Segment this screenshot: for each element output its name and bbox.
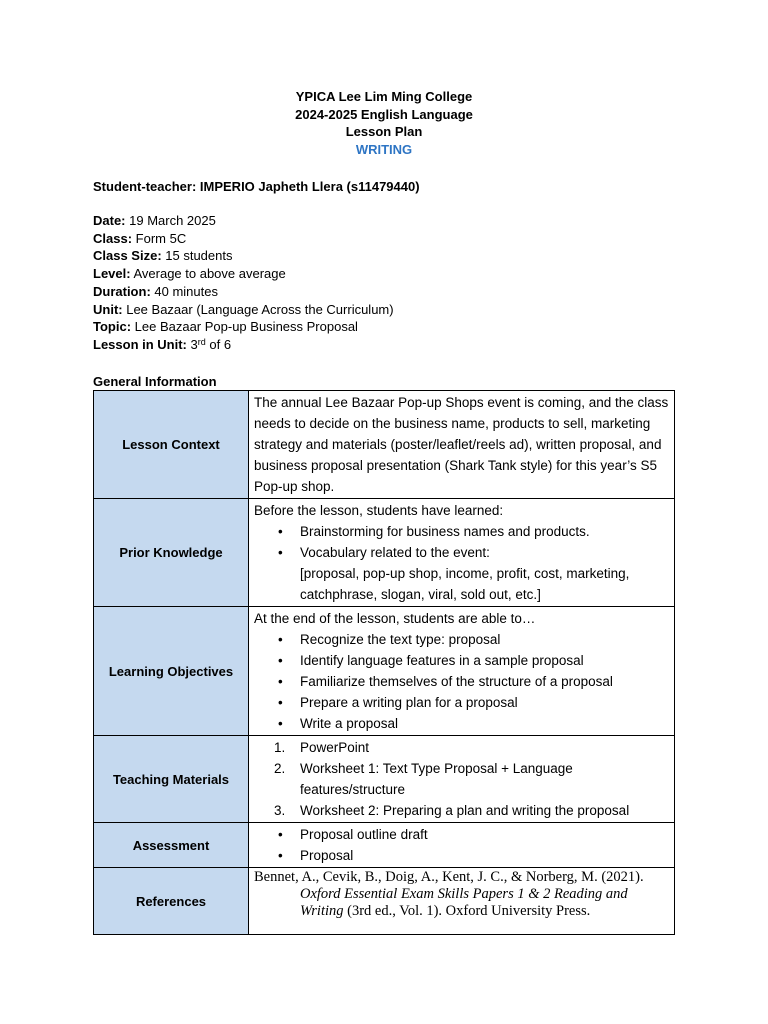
- reference-authors: Bennet, A., Cevik, B., Doig, A., Kent, J. C., & Norberg, M. (2021).: [254, 869, 644, 885]
- materials-list: [254, 737, 670, 779]
- row-content: [249, 391, 675, 499]
- row-label: References: [94, 868, 249, 935]
- row-label: Teaching Materials: [94, 736, 249, 823]
- table-row-lesson-context: [94, 391, 675, 499]
- detail-value: 3: [186, 336, 198, 352]
- lesson-context-text: The annual Lee Bazaar Pop-up Shops event is coming, and the class needs to decide on the business name, products to sell, marketing strategy and materials (poster/leaflet/reels ad), written proposal, and business proposal presentation (Shark Tank style) for this year’s S5 Pop-up shop.: [254, 395, 669, 494]
- list-item: • Brainstorming for business names and products.: [254, 521, 670, 542]
- detail-label: Class Size:: [93, 248, 162, 264]
- row-content: [249, 736, 675, 823]
- list-item: [254, 758, 670, 779]
- detail-unit: [93, 301, 394, 319]
- detail-label: Unit:: [93, 301, 123, 317]
- student-teacher-line: Student-teacher: IMPERIO Japheth Llera (s11479440): [93, 179, 420, 194]
- prior-knowledge-list: [254, 521, 670, 563]
- materials-list-continued: [254, 800, 670, 821]
- detail-lesson-in-unit: [93, 336, 394, 354]
- row-label: Prior Knowledge: [94, 499, 249, 607]
- row-content: [249, 499, 675, 607]
- subject-line: 2024-2025 English Language: [295, 106, 473, 122]
- detail-label: Lesson in Unit:: [93, 336, 187, 352]
- detail-label: Level:: [93, 266, 131, 282]
- document-type: Lesson Plan: [345, 124, 423, 140]
- row-content: [249, 868, 675, 935]
- detail-value: 19 March 2025: [125, 213, 216, 228]
- skill-focus: WRITING: [355, 141, 413, 157]
- detail-label: Date:: [93, 213, 126, 228]
- detail-value: Lee Bazaar (Language Across the Curriculum): [122, 301, 394, 317]
- table-row-teaching-materials: [94, 736, 675, 823]
- list-item-text: Vocabulary related to the event:: [300, 545, 490, 560]
- lesson-details: [93, 212, 394, 354]
- list-item-text: Worksheet 2: Preparing a plan and writing the proposal: [300, 803, 630, 818]
- list-item-text: PowerPoint: [300, 740, 370, 755]
- reference-entry: [254, 869, 670, 920]
- row-content: [249, 607, 675, 736]
- detail-level: [93, 265, 394, 283]
- objectives-list: [254, 629, 670, 734]
- list-item: • Familiarize themselves of the structure of a proposal: [254, 671, 670, 692]
- row-label: Learning Objectives: [94, 607, 249, 736]
- reference-title: Oxford Essential Exam Skills Papers 1 & 2 Reading and Writing: [300, 886, 628, 919]
- prior-knowledge-intro: Before the lesson, students have learned:: [254, 503, 504, 518]
- detail-value: Average to above average: [130, 266, 286, 282]
- list-number: 1.: [274, 740, 286, 755]
- list-item: • Prepare a writing plan for a proposal: [254, 692, 670, 713]
- table-row-learning-objectives: [94, 607, 675, 736]
- list-item-continuation: features/structure: [300, 782, 406, 797]
- row-content: [249, 823, 675, 868]
- school-name: YPICA Lee Lim Ming College: [295, 89, 473, 104]
- detail-value: Form 5C: [132, 230, 187, 246]
- detail-label: Class:: [93, 230, 133, 246]
- list-number: 3.: [274, 803, 286, 818]
- objectives-intro: At the end of the lesson, students are able to…: [254, 611, 536, 626]
- detail-value: Lee Bazaar Pop-up Business Proposal: [131, 319, 358, 335]
- general-information-table: [93, 390, 675, 935]
- list-item: • Write a proposal: [254, 713, 670, 734]
- list-item: • Recognize the text type: proposal: [254, 629, 670, 650]
- detail-class-size: [93, 247, 394, 265]
- list-item: [254, 800, 670, 821]
- list-item: • Identify language features in a sample proposal: [254, 650, 670, 671]
- list-number: 2.: [274, 761, 286, 776]
- detail-topic: [93, 318, 394, 336]
- table-row-references: [94, 868, 675, 935]
- detail-class: [93, 230, 394, 248]
- vocabulary-list-text: [proposal, pop-up shop, income, profit, cost, marketing, catchphrase, slogan, viral, sold out, etc.]: [300, 566, 630, 602]
- detail-duration: [93, 283, 394, 301]
- assessment-list: [254, 824, 670, 866]
- reference-publisher: (3rd ed., Vol. 1). Oxford University Press.: [343, 903, 591, 919]
- general-information-heading: General Information: [93, 374, 217, 389]
- list-item: • Proposal outline draft: [254, 824, 670, 845]
- document-header: [0, 88, 768, 158]
- list-item-text: Worksheet 1: Text Type Proposal + Language: [300, 761, 573, 776]
- detail-value: of 6: [205, 336, 232, 352]
- list-item: [254, 542, 670, 563]
- row-label: Assessment: [94, 823, 249, 868]
- detail-value: 40 minutes: [150, 283, 218, 299]
- table-row-assessment: [94, 823, 675, 868]
- detail-label: Topic:: [93, 319, 132, 335]
- row-label: Lesson Context: [94, 391, 249, 499]
- ordinal-suffix: rd: [197, 336, 206, 347]
- detail-value: 15 students: [161, 248, 233, 264]
- table-row-prior-knowledge: [94, 499, 675, 607]
- detail-date: [93, 212, 394, 230]
- detail-label: Duration:: [93, 283, 151, 299]
- list-item: • Proposal: [254, 845, 670, 866]
- list-item: [254, 737, 670, 758]
